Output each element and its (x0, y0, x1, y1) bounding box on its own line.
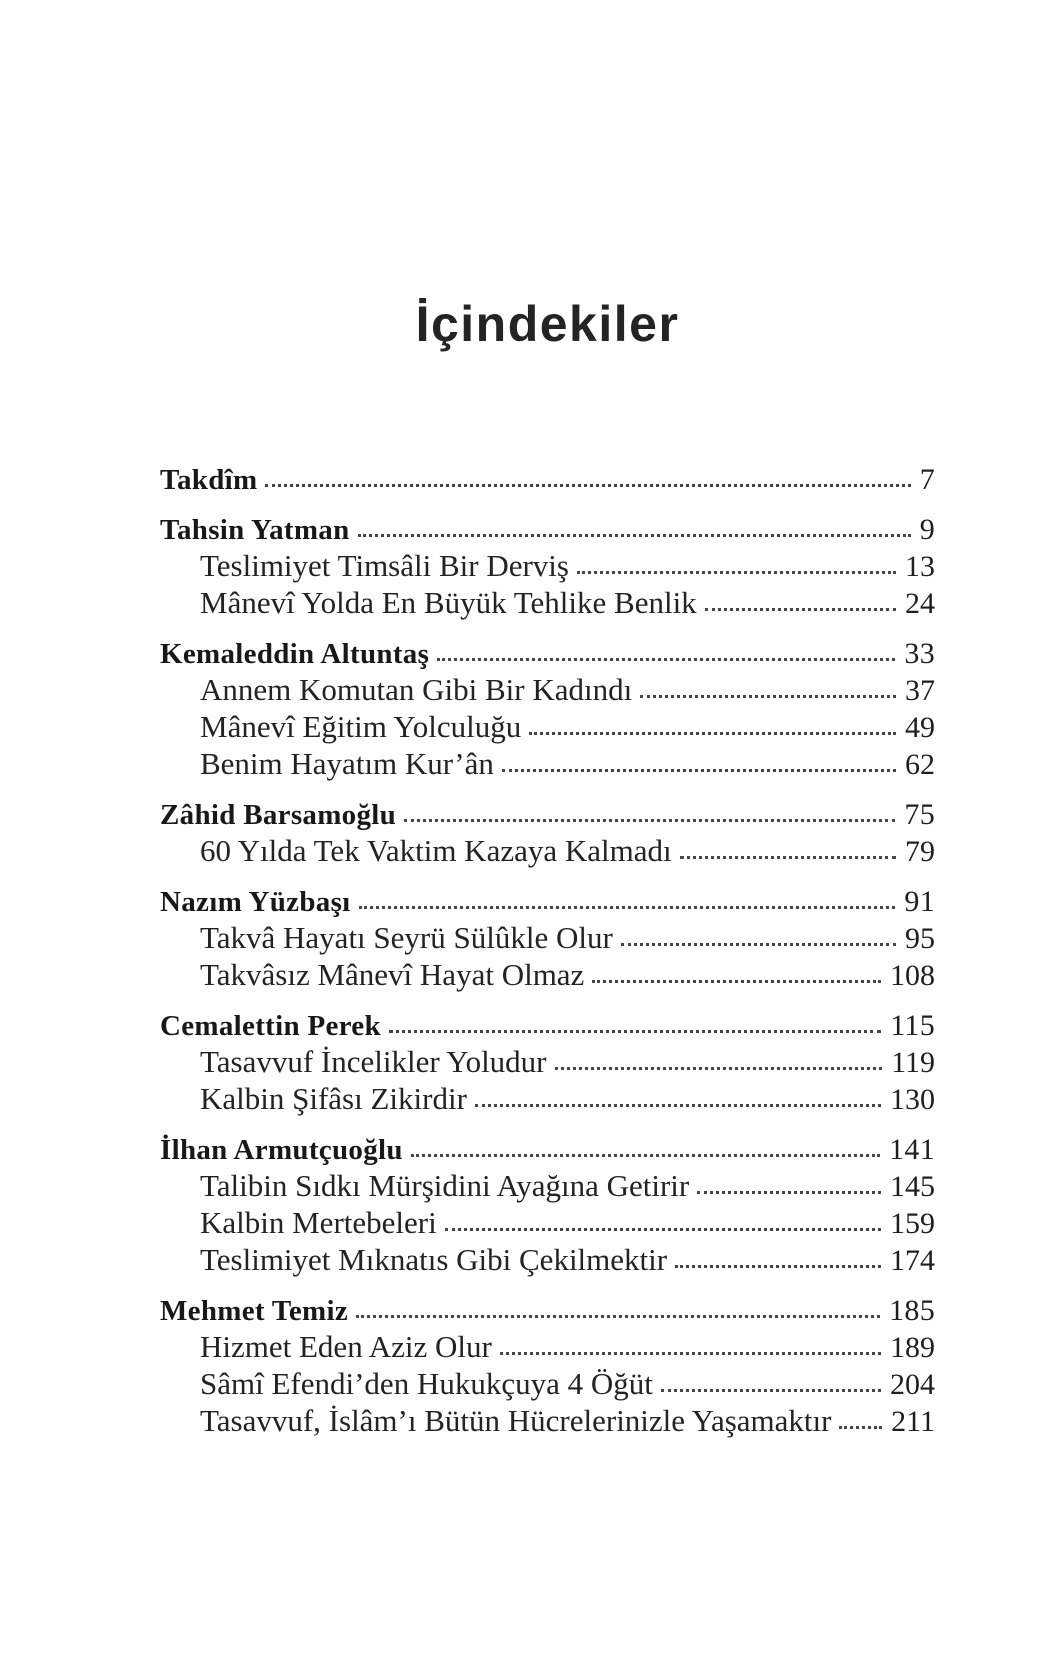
toc-entry-label: Takvâsız Mânevî Hayat Olmaz (200, 957, 585, 992)
dot-leader (437, 658, 895, 661)
toc-page-number: 33 (904, 637, 935, 670)
toc-page-number: 24 (905, 587, 935, 620)
dot-leader (697, 1191, 881, 1194)
toc-entry-label: Kalbin Şifâsı Zikirdir (200, 1081, 467, 1116)
toc-section-row (160, 636, 935, 672)
toc-page-number: 185 (889, 1294, 935, 1327)
toc-entry-label: Sâmî Efendi’den Hukukçuya 4 Öğüt (200, 1366, 653, 1401)
toc-sub-row (160, 1403, 935, 1440)
toc-section-row (160, 1008, 935, 1044)
toc-sub-row (160, 585, 935, 622)
toc-section-row (160, 462, 935, 498)
toc-page-number: 119 (891, 1046, 935, 1079)
toc-page-number: 75 (904, 798, 935, 831)
dot-leader (265, 484, 910, 487)
dot-leader (577, 571, 896, 574)
dot-leader (502, 769, 896, 772)
toc-entry-label: Talibin Sıdkı Mürşidini Ayağına Getirir (200, 1168, 690, 1203)
dot-leader (500, 1352, 881, 1355)
dot-leader (839, 1426, 882, 1429)
toc-entry-label: Tasavvuf, İslâm’ı Bütün Hücrelerinizle Yaşamaktır (200, 1403, 832, 1438)
toc-sub-row (160, 548, 935, 585)
dot-leader (640, 695, 896, 698)
toc-page-number: 13 (905, 550, 935, 583)
dot-leader (680, 856, 896, 859)
dot-leader (445, 1228, 881, 1231)
toc-section-row (160, 884, 935, 920)
dot-leader (592, 980, 881, 983)
dot-leader (705, 608, 896, 611)
toc-page-number: 9 (919, 513, 935, 546)
toc-entry-label: Takvâ Hayatı Seyrü Sülûkle Olur (200, 920, 613, 955)
toc-entry-label: Teslimiyet Mıknatıs Gibi Çekilmektir (200, 1242, 668, 1277)
toc-entry-label: 60 Yılda Tek Vaktim Kazaya Kalmadı (200, 833, 672, 868)
toc-entry-label: Mânevî Yolda En Büyük Tehlike Benlik (200, 585, 697, 620)
toc-page-number: 49 (905, 711, 935, 744)
table-of-contents (160, 462, 935, 1440)
toc-sub-row (160, 957, 935, 994)
toc-entry-label: Takdîm (160, 464, 258, 496)
toc-sub-row (160, 1081, 935, 1118)
toc-page-number: 108 (890, 959, 935, 992)
dot-leader (555, 1067, 883, 1070)
toc-page-number: 159 (890, 1207, 935, 1240)
dot-leader (356, 1315, 880, 1318)
toc-page-number: 37 (905, 674, 935, 707)
toc-page-number: 91 (904, 885, 935, 918)
toc-entry-label: İlhan Armutçuoğlu (160, 1134, 403, 1166)
toc-entry-label: Nazım Yüzbaşı (160, 886, 351, 918)
dot-leader (529, 732, 896, 735)
toc-page-number: 62 (905, 748, 935, 781)
toc-entry-label: Teslimiyet Timsâli Bir Derviş (200, 548, 569, 583)
toc-page-number: 95 (905, 922, 935, 955)
toc-entry-label: Tahsin Yatman (160, 514, 350, 546)
toc-entry-label: Hizmet Eden Aziz Olur (200, 1329, 492, 1364)
toc-page-number: 174 (890, 1244, 935, 1277)
toc-page-number: 115 (890, 1009, 935, 1042)
dot-leader (404, 819, 895, 822)
toc-section-row (160, 512, 935, 548)
toc-entry-label: Mânevî Eğitim Yolculuğu (200, 709, 522, 744)
toc-sub-row (160, 1168, 935, 1205)
toc-entry-label: Kemaleddin Altuntaş (160, 638, 430, 670)
toc-section-row (160, 1132, 935, 1168)
toc-entry-label: Annem Komutan Gibi Bir Kadındı (200, 672, 633, 707)
toc-entry-label: Cemalettin Perek (160, 1010, 381, 1042)
toc-sub-row (160, 920, 935, 957)
dot-leader (359, 906, 896, 909)
toc-page-number: 7 (919, 463, 935, 496)
toc-sub-row (160, 1044, 935, 1081)
toc-sub-row (160, 1242, 935, 1279)
toc-page-number: 211 (891, 1405, 935, 1438)
toc-sub-row (160, 833, 935, 870)
dot-leader (411, 1154, 880, 1157)
toc-section-row (160, 1293, 935, 1329)
toc-page-number: 145 (890, 1170, 935, 1203)
toc-sub-row (160, 709, 935, 746)
toc-entry-label: Zâhid Barsamoğlu (160, 799, 397, 831)
toc-sub-row (160, 672, 935, 709)
dot-leader (389, 1030, 881, 1033)
toc-sub-row (160, 1366, 935, 1403)
dot-leader (621, 943, 896, 946)
toc-sub-row (160, 1205, 935, 1242)
toc-entry-label: Mehmet Temiz (160, 1295, 349, 1327)
dot-leader (675, 1265, 881, 1268)
toc-entry-label: Kalbin Mertebeleri (200, 1205, 437, 1240)
dot-leader (358, 534, 911, 537)
toc-page-number: 141 (889, 1133, 935, 1166)
dot-leader (475, 1104, 881, 1107)
toc-page-number: 204 (890, 1368, 935, 1401)
toc-page-number: 79 (905, 835, 935, 868)
toc-section-row (160, 797, 935, 833)
page-title: İçindekiler (415, 296, 680, 352)
toc-sub-row (160, 1329, 935, 1366)
toc-sub-row (160, 746, 935, 783)
toc-entry-label: Benim Hayatım Kur’ân (200, 746, 494, 781)
toc-page-number: 130 (890, 1083, 935, 1116)
toc-page-number: 189 (890, 1331, 935, 1364)
dot-leader (661, 1389, 881, 1392)
toc-entry-label: Tasavvuf İncelikler Yoludur (200, 1044, 547, 1079)
